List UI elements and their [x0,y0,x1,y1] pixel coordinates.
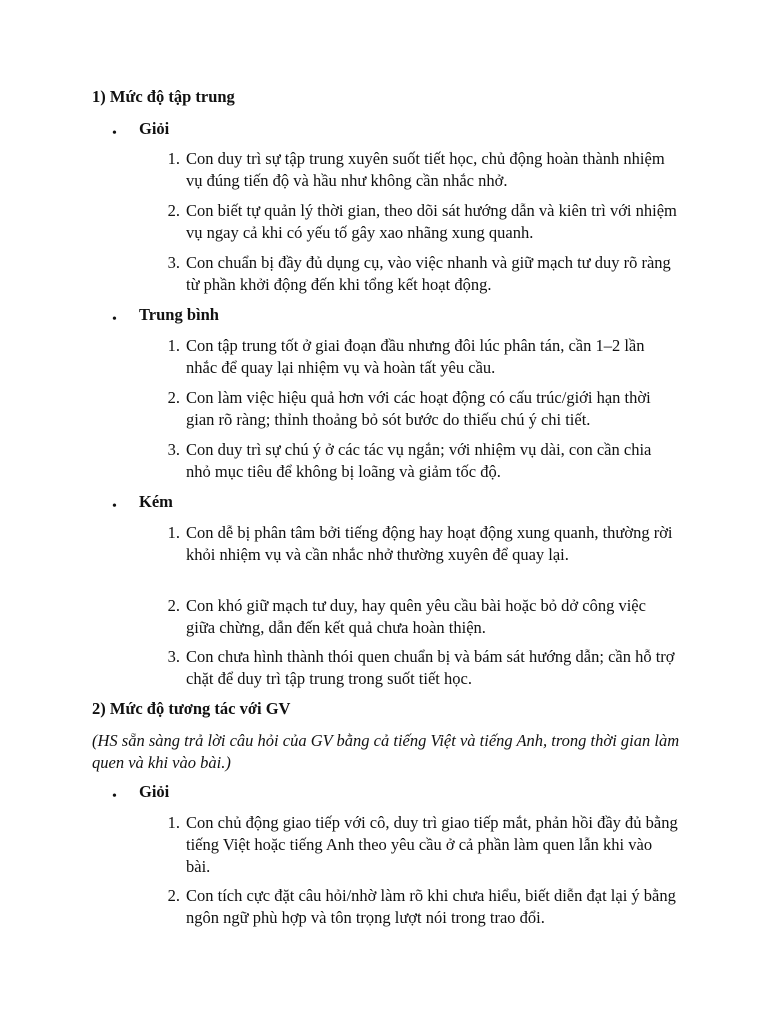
item-text: Con chuẩn bị đầy đủ dụng cụ, vào việc nhanh và giữ mạch tư duy rõ ràng từ phần khởi động đến khi tổng kết hoạt động. [186,253,671,294]
bullet-marker: • [112,499,117,514]
item-text: Con khó giữ mạch tư duy, hay quên yêu cầu bài hoặc bỏ dở công việc giữa chừng, dẫn đến kết quả chưa hoàn thiện. [186,596,646,637]
level-label: Kém [139,492,173,511]
item-text: Con tập trung tốt ở giai đoạn đầu nhưng đôi lúc phân tán, cần 1–2 lần nhắc để quay lại nhiệm vụ và hoàn tất yêu cầu. [186,336,645,377]
item-text: Con chưa hình thành thói quen chuẩn bị và bám sát hướng dẫn; cần hỗ trợ chặt để duy trì tập trung trong suốt tiết học. [186,647,675,688]
section-1-title: 1) Mức độ tập trung [92,87,235,106]
item-number: 3. [167,440,180,459]
item-text: Con tích cực đặt câu hỏi/nhờ làm rõ khi chưa hiểu, biết diễn đạt lại ý bằng ngôn ngữ phù hợp và tôn trọng lượt nói trong trao đổi. [186,886,676,927]
item-number: 1. [167,813,180,832]
item-number: 1. [167,523,180,542]
bullet-marker: • [112,126,117,141]
item-number: 3. [167,253,180,272]
item-number: 3. [167,647,180,666]
item-number: 2. [167,596,180,615]
item-number: 1. [167,336,180,355]
item-text: Con duy trì sự chú ý ở các tác vụ ngắn; với nhiệm vụ dài, con cần chia nhỏ mục tiêu để không bị loãng và giảm tốc độ. [186,440,652,481]
item-number: 2. [167,201,180,220]
bullet-marker: • [112,312,117,327]
item-number: 2. [167,886,180,905]
level-label: Giỏi [139,119,170,138]
level-label: Trung bình [139,305,219,324]
item-number: 2. [167,388,180,407]
section-2-note: (HS sẵn sàng trả lời câu hỏi của GV bằng cả tiếng Việt và tiếng Anh, trong thời gian làm quen và khi vào bài.) [92,731,680,772]
item-text: Con chủ động giao tiếp với cô, duy trì giao tiếp mắt, phản hồi đầy đủ bằng tiếng Việt hoặc tiếng Anh theo yêu cầu ở cả phần làm quen lẫn khi vào bài. [186,813,678,876]
item-text: Con dễ bị phân tâm bởi tiếng động hay hoạt động xung quanh, thường rời khỏi nhiệm vụ và cần nhắc nhở thường xuyên để quay lại. [186,523,673,564]
section-2-title: 2) Mức độ tương tác với GV [92,699,291,718]
item-text: Con duy trì sự tập trung xuyên suốt tiết học, chủ động hoàn thành nhiệm vụ đúng tiến độ và hầu như không cần nhắc nhở. [186,149,665,190]
item-number: 1. [167,149,180,168]
item-text: Con biết tự quản lý thời gian, theo dõi sát hướng dẫn và kiên trì với nhiệm vụ ngay cả khi có yếu tố gây xao nhãng xung quanh. [186,201,677,242]
bullet-marker: • [112,789,117,804]
level-label: Giỏi [139,782,170,801]
item-text: Con làm việc hiệu quả hơn với các hoạt động có cấu trúc/giới hạn thời gian rõ ràng; thỉnh thoảng bỏ sót bước do thiếu chú ý chi tiết. [186,388,651,429]
